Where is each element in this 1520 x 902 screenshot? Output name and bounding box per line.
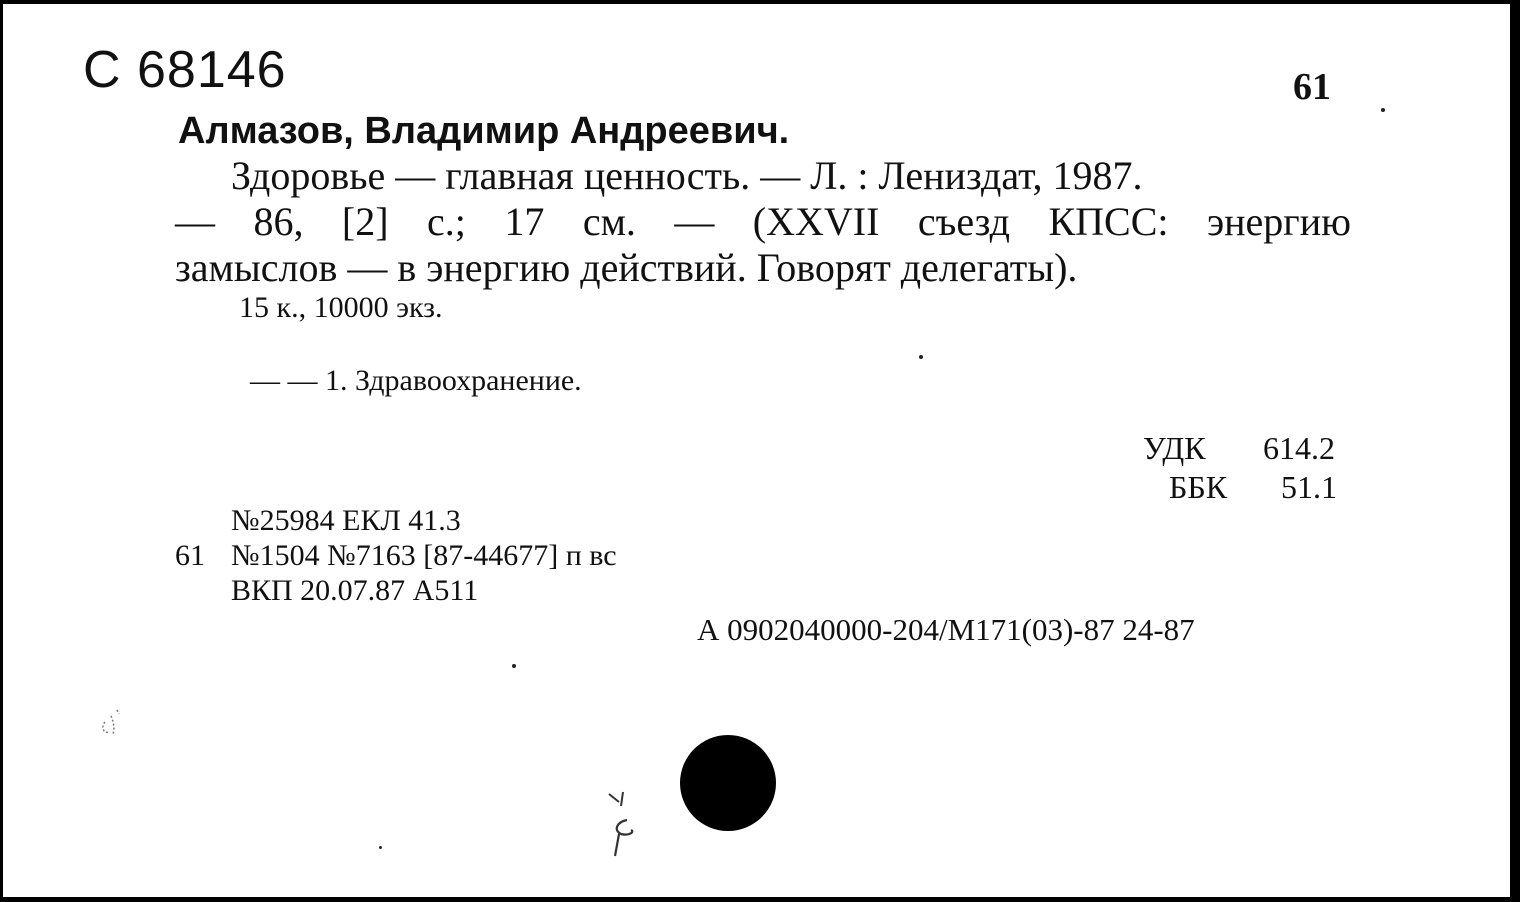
ink-speck: [919, 355, 923, 359]
accession-line-3: ВКП 20.07.87 А511: [231, 574, 479, 607]
description-line-3: замыслов — в энергию действий. Говорят делегаты).: [175, 245, 1078, 290]
accession-line-2: №1504 №7163 [87-44677] п вс: [231, 539, 617, 572]
ink-speck: [1381, 108, 1385, 112]
corner-number: 61: [1293, 66, 1331, 108]
ink-speck: [379, 846, 382, 849]
bbk-label: ББК: [1169, 469, 1228, 505]
pencil-mark-icon: [599, 784, 645, 860]
copies-count: 61: [175, 539, 205, 572]
price-print-run: 15 к., 10000 экз.: [239, 291, 443, 324]
udk-value: 614.2: [1263, 430, 1335, 466]
udk-label: УДК: [1143, 430, 1206, 466]
description-line-1: Здоровье — главная ценность. — Л. : Лениздат, 1987.: [231, 153, 1143, 198]
ink-speck: [512, 664, 516, 668]
pencil-mark-icon: [91, 700, 131, 740]
description-line-2: — 86, [2] с.; 17 см. — (XXVII съезд КПСС: энергию: [175, 199, 1351, 244]
bbk-value: 51.1: [1281, 469, 1337, 505]
call-number: С 68146: [83, 41, 287, 99]
index-code: А 0902040000-204/М171(03)-87 24-87: [697, 612, 1195, 647]
author-heading: Алмазов, Владимир Андреевич.: [178, 110, 790, 152]
accession-line-1: №25984 ЕКЛ 41.3: [231, 504, 461, 537]
subject-heading: — — 1. Здравоохранение.: [250, 364, 582, 397]
punch-hole-icon: [680, 735, 776, 831]
